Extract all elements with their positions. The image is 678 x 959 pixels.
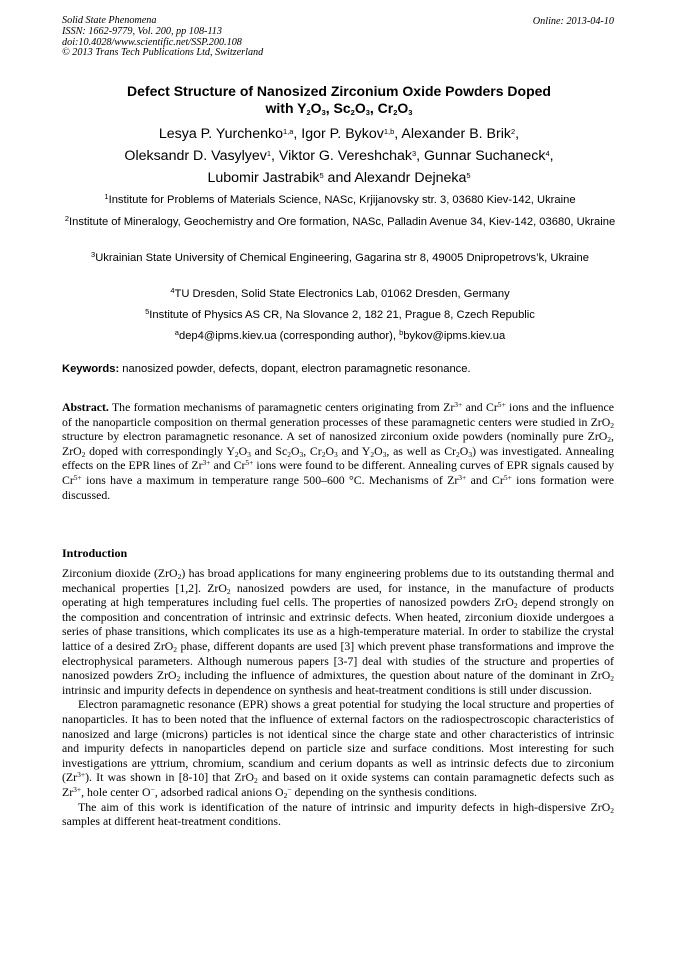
introduction-body <box>62 566 614 829</box>
title-line-2: with $Y_2O_3$, $Sc_2O_3$, $Cr_2O_3$ <box>265 100 413 117</box>
author-emails: $^a$dep4@ipms.kiev.ua (corresponding author), $^b$bykov@ipms.kiev.ua <box>174 328 506 342</box>
journal-name: Solid State Phenomena <box>62 15 157 26</box>
affiliation-4: $^4$TU Dresden, Solid State Electronics Lab, 01062 Dresden, Germany <box>170 286 510 300</box>
paragraph-2: Electron paramagnetic resonance (EPR) shows a great potential for studying the local structure and properties of nanoparticles. It has to been noted that the influence of external factors on the radiospectroscopic characteristics of nanosized and large (microns) particles is not identical since the charge state and other characteristics of intrinsic and impurity defects in nanoparticles depend on particle size and surface conditions. Most interesting for such investigations are yttrium, chromium, scandium and cerium dopants as well as intrinsic defects due to zirconium $(Zr^{3+})$. It was shown in [8-10] that ZrO$_2$ and based on it oxide systems can contain paramagnetic defects such as $Zr^{3+}$, hole center O−, adsorbed radical anions $O_2^-$ depending on the synthesis conditions. <box>62 697 614 800</box>
copyright: © 2013 Trans Tech Publications Ltd, Switzerland <box>62 47 264 59</box>
affiliation-3: $^3$Ukrainian State University of Chemical Engineering, Gagarina str 8, 49005 Dnipropetrovs’k, Ukraine <box>91 250 589 264</box>
keywords-text: nanosized powder, defects, dopant, electron paramagnetic resonance. <box>119 363 471 375</box>
introduction-heading: Introduction <box>62 546 128 560</box>
affiliation-1: $^1$Institute for Problems of Materials Science, NASc, Krjijanovsky str. 3, 03680 Kiev-142, Ukraine <box>104 192 576 206</box>
doi: doi:10.4028/www.scientific.net/SSP.200.108 <box>62 36 242 48</box>
abstract: Abstract. The formation mechanisms of paramagnetic centers originating from $Zr^{3+}$ and $Cr^{5+}$ ions and the influence of the nanoparticle composition on thermal generation processes of these paramagnetic centers were studied in ZrO$_2$ structure by electron paramagnetic resonance. A set of nanosized zirconium oxide powders (nominally pure ZrO$_2$, ZrO$_2$ doped with correspondingly $Y_2O_3$ and $Sc_2O_3$, $Cr_2O_3$ and $Y_2O_3$, as well as $Cr_2O_3$) was investigated. Annealing effects on the EPR lines of $Zr^{3+}$ and $Cr^{5+}$ ions were found to be different. Annealing curves of EPR signals caused by $Cr^{5+}$ ions have a maximum in temperature range 500–600 °C. Mechanisms of $Zr^{3+}$ and $Cr^{5+}$ ions formation were discussed. <box>62 400 615 502</box>
journal-meta <box>62 16 263 59</box>
email-bykov[interactable]: bykov@ipms.kiev.ua <box>403 330 506 342</box>
authors-line-1: Lesya P. Yurchenko$^{1,a}$, Igor P. Bykov$^{1,b}$, Alexander B. Brik$^2$, <box>158 126 520 142</box>
issn: ISSN: 1662-9779, Vol. 200, pp 108-113 <box>62 25 222 37</box>
author-list <box>40 123 638 189</box>
paragraph-1: Zirconium dioxide (ZrO$_2$) has broad applications for many engineering problems due to its outstanding thermal and mechanical properties [1,2]. ZrO$_2$ nanosized powders are used, for instance, in the manufacture of products operating at high temperatures including fuel cells. The properties of nanosized powders ZrO$_2$ depend strongly on the composition and concentration of intrinsic and extrinsic defects. When heated, zirconium dioxide undergoes a series of phase transitions, which complicates its use as a high-temperature material. In order to stabilize the crystal lattice of a desired ZrO$_2$ phase, different dopants are used [3] which prevent phase transformations and improve the electrophysical parameters. Although numerous papers [3-7] deal with studies of the structure and properties of nanosized powders ZrO$_2$ including the influence of admixtures, the question about nature of the dominant in ZrO$_2$ intrinsic and impurity defects in dependence on synthesis and heat-treatment conditions is still under discussion. <box>62 566 615 697</box>
paper-title <box>40 83 638 117</box>
authors-line-3: Lubomir Jastrabik$^5$ and Alexandr Dejneka$^5$ <box>207 170 471 186</box>
keywords-label: Keywords: <box>62 363 120 375</box>
keywords <box>62 362 618 376</box>
online-date: Online: 2013-04-10 <box>532 16 614 27</box>
email-corresponding[interactable]: dep4@ipms.kiev.ua (corresponding author), <box>178 330 400 342</box>
abstract-label: Abstract. <box>62 400 109 414</box>
authors-line-2: Oleksandr D. Vasylyev$^1$, Viktor G. Vereshchak$^3$, Gunnar Suchaneck$^4$, <box>124 148 554 164</box>
affiliation-5: $^5$Institute of Physics AS CR, Na Slovance 2, 182 21, Prague 8, Czech Republic <box>145 307 535 321</box>
paragraph-3: The aim of this work is identification of the nature of intrinsic and impurity defects in high-dispersive ZrO$_2$ samples at different heat-treatment conditions. <box>62 799 614 829</box>
title-line-1: Defect Structure of Nanosized Zirconium Oxide Powders Doped <box>127 83 551 99</box>
affiliation-2: $^2$Institute of Mineralogy, Geochemistry and Ore formation, NASc, Palladin Avenue 34, Kiev-142, 03680, Ukraine <box>64 214 616 228</box>
